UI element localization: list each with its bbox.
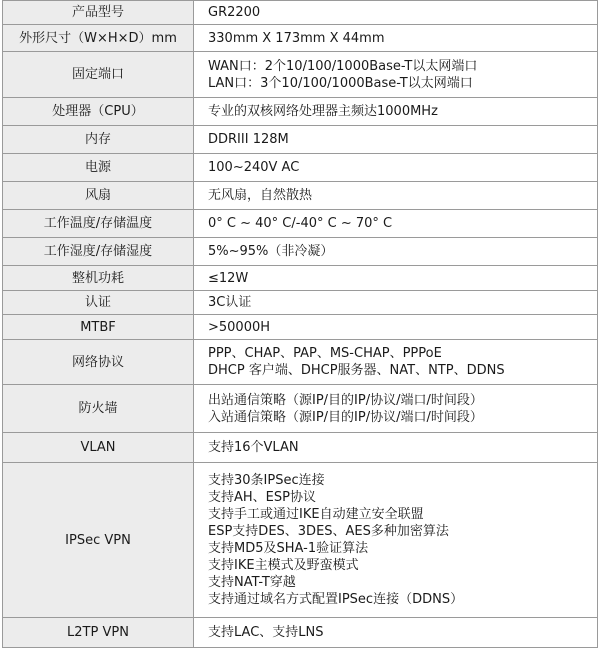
row-label: 工作温度/存储温度 bbox=[3, 210, 194, 238]
value-line: 330mm X 173mm X 44mm bbox=[208, 30, 385, 46]
row-value bbox=[194, 291, 598, 315]
table-row bbox=[3, 52, 598, 98]
row-label: 整机功耗 bbox=[3, 266, 194, 291]
value-line: 支持16个VLAN bbox=[208, 440, 299, 455]
row-label: 处理器（CPU） bbox=[3, 98, 194, 126]
value-line: 专业的双核网络处理器主频达1000MHz bbox=[208, 104, 438, 119]
row-value bbox=[194, 98, 598, 126]
row-value bbox=[194, 433, 598, 463]
value-line: GR2200 bbox=[208, 5, 261, 20]
value-line: ≤12W bbox=[208, 270, 249, 286]
row-value bbox=[194, 1, 598, 25]
value-line: 入站通信策略（源IP/目的IP/协议/端口/时间段） bbox=[208, 409, 483, 425]
value-line: 支持30条IPSec连接 bbox=[208, 473, 325, 488]
value-line: 5%~95%（非冷凝） bbox=[208, 244, 334, 259]
row-value bbox=[194, 266, 598, 291]
value-line: 100~240V AC bbox=[208, 160, 300, 175]
table-row bbox=[3, 266, 598, 291]
row-value bbox=[194, 315, 598, 340]
value-line: LAN口：3个10/100/1000Base-T以太网端口 bbox=[208, 75, 473, 91]
value-line: 出站通信策略（源IP/目的IP/协议/端口/时间段） bbox=[208, 392, 483, 408]
value-line: WAN口：2个10/100/1000Base-T以太网端口 bbox=[208, 58, 478, 74]
value-line: 支持通过域名方式配置IPSec连接（DDNS） bbox=[208, 592, 464, 607]
table-row bbox=[3, 315, 598, 340]
value-line: ESP支持DES、3DES、AES多种加密算法 bbox=[208, 524, 449, 539]
table-row bbox=[3, 238, 598, 266]
row-label: 风扇 bbox=[3, 182, 194, 210]
row-value bbox=[194, 463, 598, 618]
value-line: 3C认证 bbox=[208, 295, 252, 310]
value-line: 支持AH、ESP协议 bbox=[208, 490, 316, 505]
value-line: 支持IKE主模式及野蛮模式 bbox=[208, 558, 359, 573]
table-row bbox=[3, 433, 598, 463]
row-label: 网络协议 bbox=[3, 340, 194, 385]
row-value bbox=[194, 182, 598, 210]
row-label: MTBF bbox=[3, 315, 194, 340]
table-row bbox=[3, 618, 598, 648]
row-value bbox=[194, 154, 598, 182]
table-row bbox=[3, 291, 598, 315]
table-row bbox=[3, 126, 598, 154]
value-line: DHCP 客户端、DHCP服务器、NAT、NTP、DDNS bbox=[208, 363, 505, 378]
spec-table bbox=[2, 0, 598, 648]
value-line: PPP、CHAP、PAP、MS-CHAP、PPPoE bbox=[208, 346, 442, 361]
row-value bbox=[194, 238, 598, 266]
row-value bbox=[194, 385, 598, 433]
table-row bbox=[3, 210, 598, 238]
row-label: IPSec VPN bbox=[3, 463, 194, 618]
row-label: 外形尺寸（W×H×D）mm bbox=[3, 25, 194, 52]
row-value bbox=[194, 126, 598, 154]
table-row bbox=[3, 182, 598, 210]
row-label: 防火墙 bbox=[3, 385, 194, 433]
row-value bbox=[194, 52, 598, 98]
table-row bbox=[3, 1, 598, 25]
value-line: >50000H bbox=[208, 319, 271, 335]
row-value bbox=[194, 25, 598, 52]
row-label: VLAN bbox=[3, 433, 194, 463]
row-label: L2TP VPN bbox=[3, 618, 194, 648]
table-row bbox=[3, 463, 598, 618]
value-line: 0° C ~ 40° C/-40° C ~ 70° C bbox=[208, 216, 393, 231]
row-label: 固定端口 bbox=[3, 52, 194, 98]
value-line: 支持NAT-T穿越 bbox=[208, 575, 296, 590]
table-row bbox=[3, 25, 598, 52]
row-label: 内存 bbox=[3, 126, 194, 154]
row-label: 产品型号 bbox=[3, 1, 194, 25]
row-label: 工作湿度/存储湿度 bbox=[3, 238, 194, 266]
value-line: 支持MD5及SHA-1验证算法 bbox=[208, 541, 369, 556]
row-label: 电源 bbox=[3, 154, 194, 182]
value-line: DDRIII 128M bbox=[208, 132, 289, 147]
value-line: 支持手工或通过IKE自动建立安全联盟 bbox=[208, 507, 424, 522]
table-row bbox=[3, 340, 598, 385]
table-row bbox=[3, 385, 598, 433]
row-value bbox=[194, 340, 598, 385]
value-line: 无风扇，自然散热 bbox=[208, 188, 313, 203]
row-value bbox=[194, 618, 598, 648]
value-line: 支持LAC、支持LNS bbox=[208, 625, 324, 640]
row-label: 认证 bbox=[3, 291, 194, 315]
table-row bbox=[3, 98, 598, 126]
table-row bbox=[3, 154, 598, 182]
row-value bbox=[194, 210, 598, 238]
